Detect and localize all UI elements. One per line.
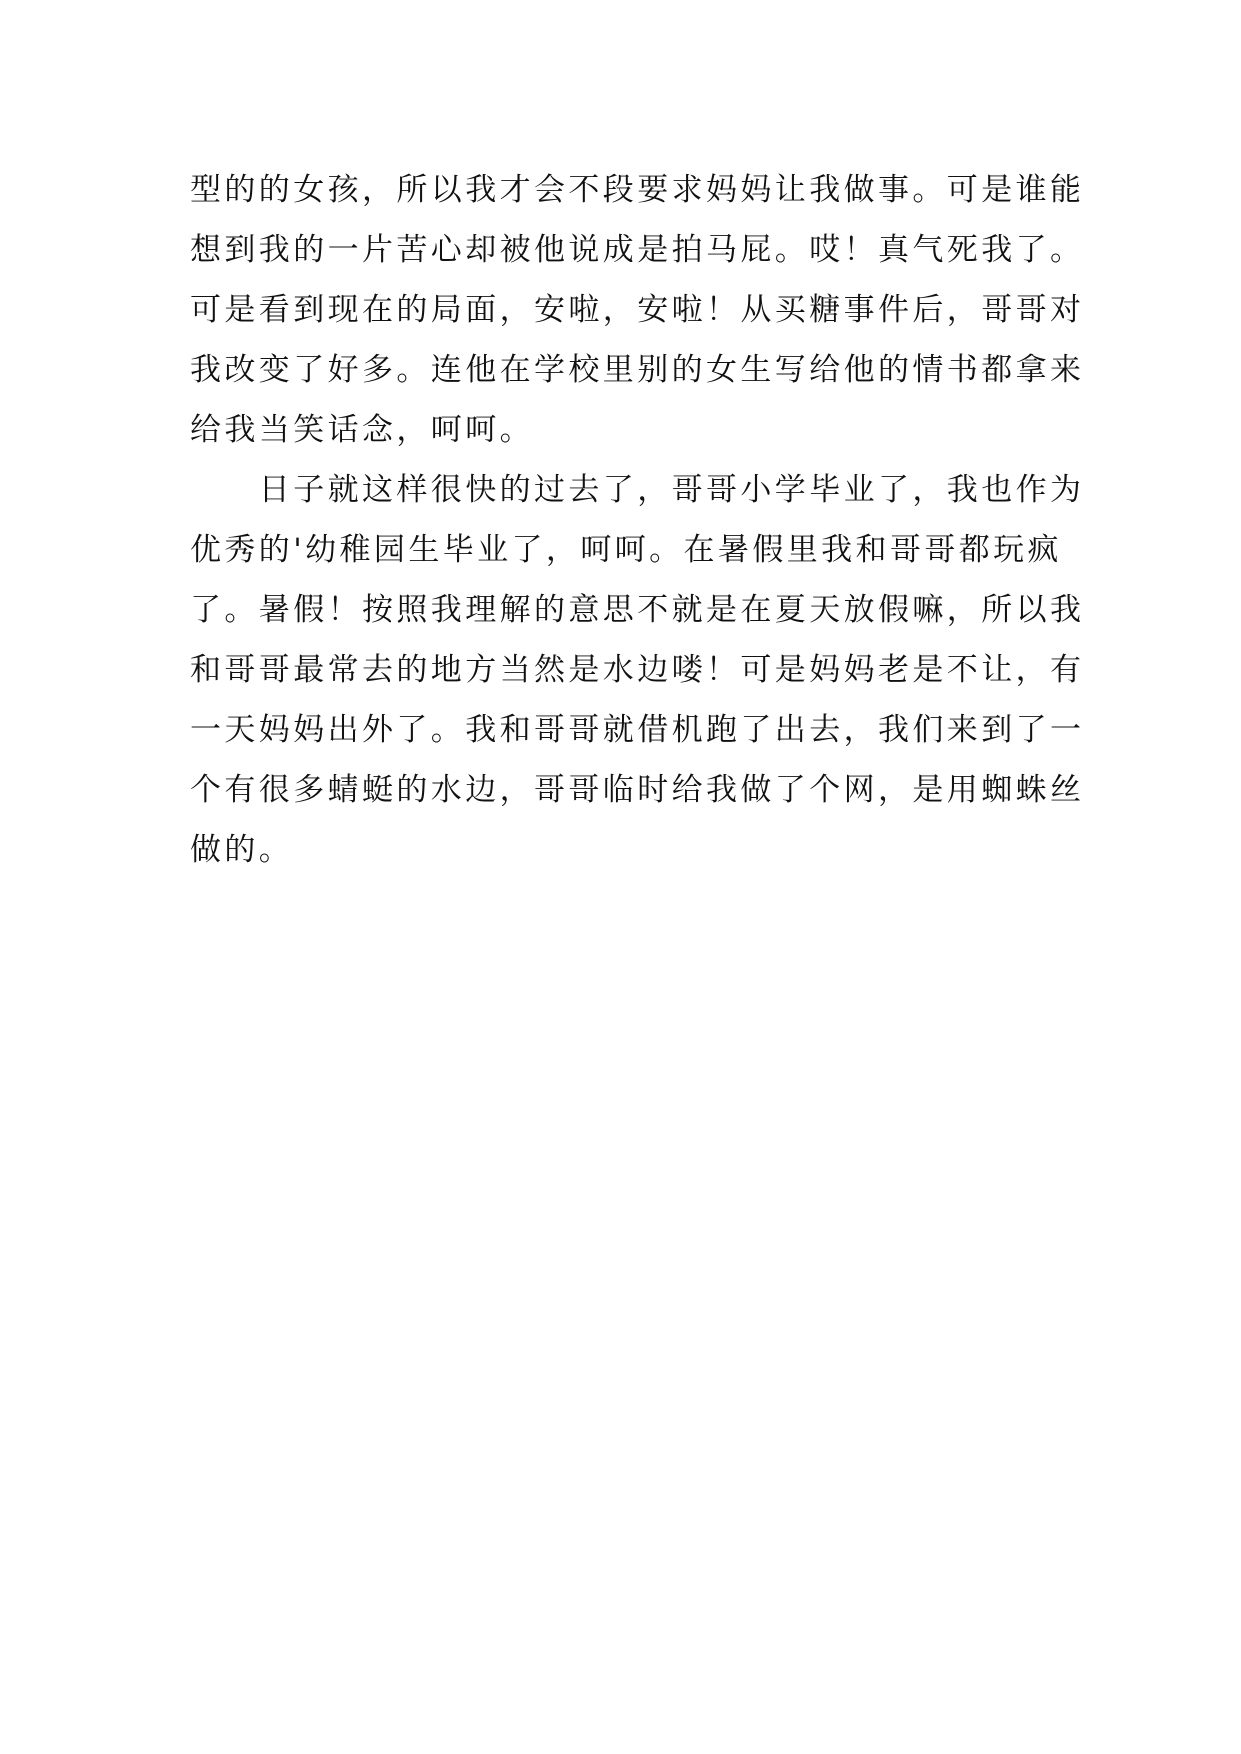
- text-line: 优秀的'幼稚园生毕业了，呵呵。在暑假里我和哥哥都玩疯: [190, 532, 1062, 568]
- text-line: 型的的女孩，所以我才会不段要求妈妈让我做事。可是谁能: [190, 172, 1085, 208]
- text-line: 和哥哥最常去的地方当然是水边喽！可是妈妈老是不让，有: [190, 652, 1085, 688]
- text-line: 个有很多蜻蜓的水边，哥哥临时给我做了个网，是用蜘蛛丝: [190, 772, 1085, 808]
- text-line: 了。暑假！按照我理解的意思不就是在夏天放假嘛，所以我: [190, 592, 1085, 628]
- text-line: 做的。: [190, 832, 294, 868]
- text-line: 给我当笑话念，呵呵。: [190, 412, 534, 448]
- text-line: 想到我的一片苦心却被他说成是拍马屁。哎！真气死我了。: [190, 232, 1085, 268]
- body-text: [190, 160, 1090, 880]
- text-line: 一天妈妈出外了。我和哥哥就借机跑了出去，我们来到了一: [190, 712, 1085, 748]
- text-line: 我改变了好多。连他在学校里别的女生写给他的情书都拿来: [190, 352, 1085, 388]
- text-line: 日子就这样很快的过去了，哥哥小学毕业了，我也作为: [190, 472, 1085, 508]
- text-line: 可是看到现在的局面，安啦，安啦！从买糖事件后，哥哥对: [190, 292, 1085, 328]
